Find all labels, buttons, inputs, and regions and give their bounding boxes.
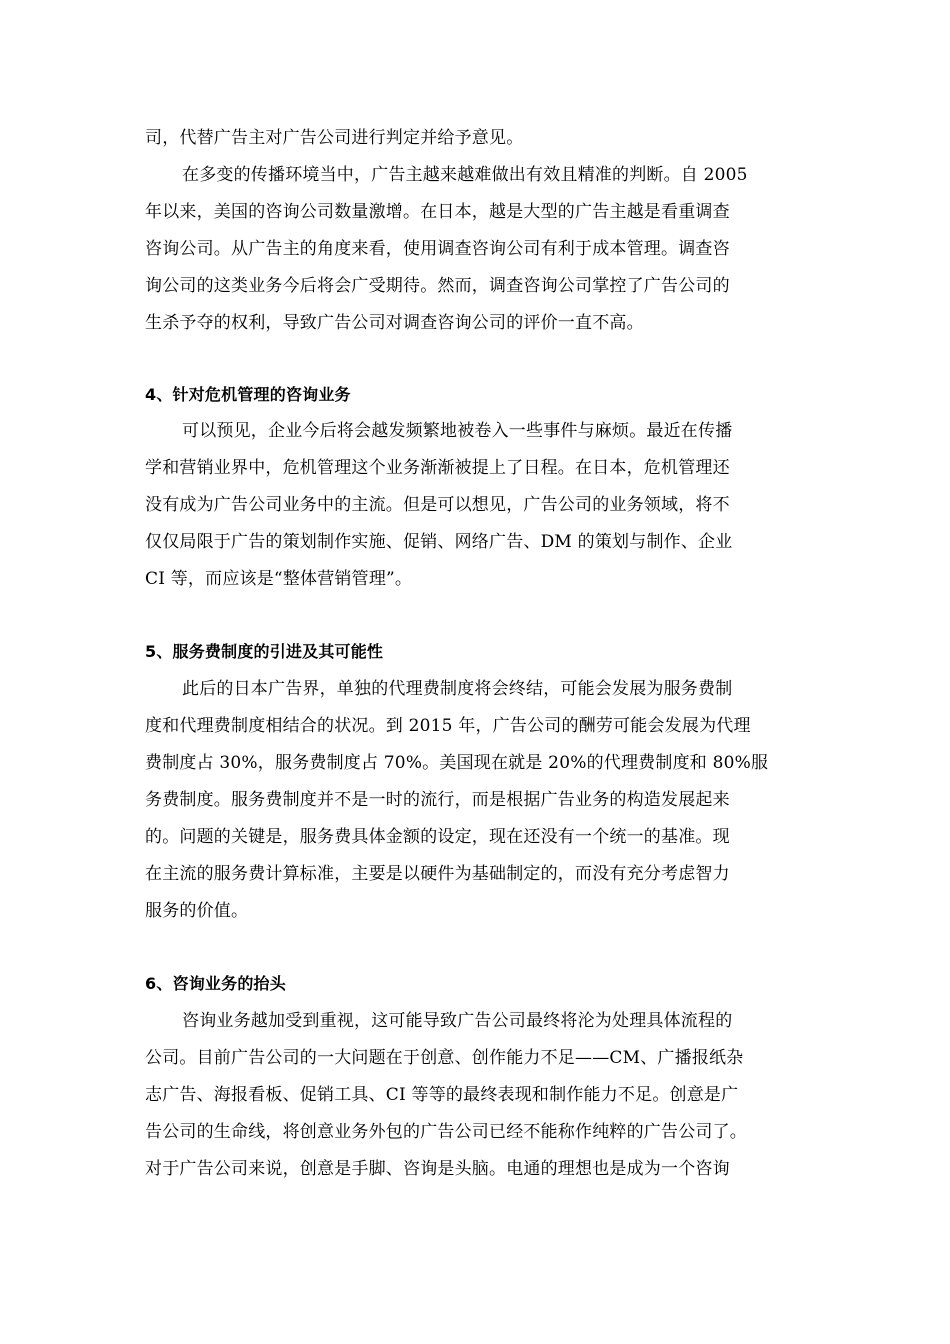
section-heading-4: 4、针对危机管理的咨询业务 bbox=[145, 385, 351, 404]
paragraph-line: 在主流的服务费计算标准，主要是以硬件为基础制定的，而没有充分考虑智力 bbox=[145, 864, 730, 884]
paragraph-line: 没有成为广告公司业务中的主流。但是可以想见，广告公司的业务领域，将不 bbox=[145, 495, 730, 515]
paragraph-line: 费制度占 30%，服务费制度占 70%。美国现在就是 20%的代理费制度和 80%服 bbox=[145, 753, 769, 773]
paragraph-line: 公司。目前广告公司的一大问题在于创意、创作能力不足——CM、广播报纸杂 bbox=[145, 1048, 744, 1068]
paragraph-line: 务费制度。服务费制度并不是一时的流行，而是根据广告业务的构造发展起来 bbox=[145, 790, 730, 810]
paragraph-line: 学和营销业界中，危机管理这个业务渐渐被提上了日程。在日本，危机管理还 bbox=[145, 458, 730, 478]
paragraph-line: 的。问题的关键是，服务费具体金额的设定，现在还没有一个统一的基准。现 bbox=[145, 827, 730, 847]
paragraph-line: 志广告、海报看板、促销工具、CI 等等的最终表现和制作能力不足。创意是广 bbox=[145, 1085, 739, 1105]
paragraph-line: 咨询公司。从广告主的角度来看，使用调查咨询公司有利于成本管理。调查咨 bbox=[145, 239, 730, 259]
paragraph-line: 服务的价值。 bbox=[145, 901, 249, 921]
section-heading-6: 6、咨询业务的抬头 bbox=[145, 974, 286, 993]
paragraph-line: 司，代替广告主对广告公司进行判定并给予意见。 bbox=[145, 128, 524, 148]
paragraph-line: 告公司的生命线，将创意业务外包的广告公司已经不能称作纯粹的广告公司了。 bbox=[145, 1122, 747, 1142]
paragraph-line: CI 等，而应该是“整体营销管理”。 bbox=[145, 569, 413, 589]
paragraph-line: 询公司的这类业务今后将会广受期待。然而，调查咨询公司掌控了广告公司的 bbox=[145, 276, 730, 296]
paragraph-line: 对于广告公司来说，创意是手脚、咨询是头脑。电通的理想也是成为一个咨询 bbox=[145, 1159, 730, 1179]
paragraph-line: 年以来，美国的咨询公司数量激增。在日本，越是大型的广告主越是看重调查 bbox=[145, 202, 730, 222]
paragraph-line: 可以预见，企业今后将会越发频繁地被卷入一些事件与麻烦。最近在传播 bbox=[182, 421, 733, 441]
paragraph-line: 度和代理费制度相结合的状况。到 2015 年，广告公司的酬劳可能会发展为代理 bbox=[145, 716, 751, 736]
section-heading-5: 5、服务费制度的引进及其可能性 bbox=[145, 642, 384, 661]
paragraph-line: 此后的日本广告界，单独的代理费制度将会终结，可能会发展为服务费制 bbox=[182, 679, 733, 699]
paragraph-line: 在多变的传播环境当中，广告主越来越难做出有效且精准的判断。自 2005 bbox=[182, 165, 748, 185]
paragraph-line: 生杀予夺的权利，导致广告公司对调查咨询公司的评价一直不高。 bbox=[145, 313, 644, 333]
paragraph-line: 仅仅局限于广告的策划制作实施、促销、网络广告、DM 的策划与制作、企业 bbox=[145, 532, 733, 552]
paragraph-line: 咨询业务越加受到重视，这可能导致广告公司最终将沦为处理具体流程的 bbox=[182, 1011, 733, 1031]
